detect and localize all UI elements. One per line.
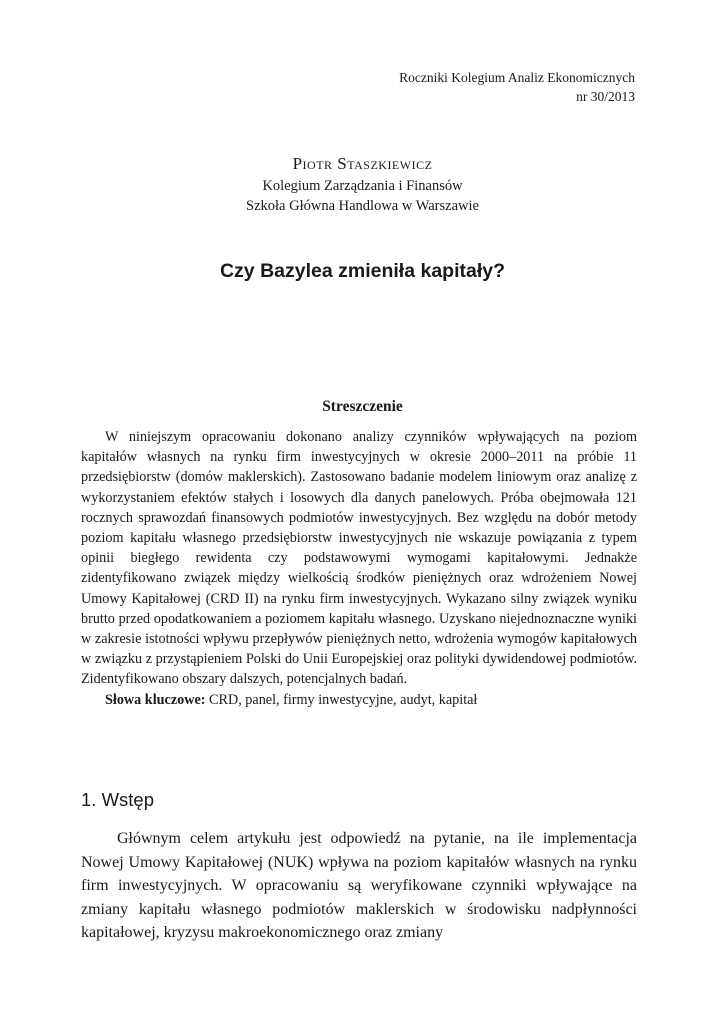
issue-number: nr 30/2013 [576, 89, 635, 104]
abstract-text: W niniejszym opracowaniu dokonano analizy czynników wpływających na poziom kapitałów własnych na rynku firm inwestycyjnych w okresie 2000–2011 na próbie 11 przedsiębiorstw (domów maklerskich). Zastosowano badanie modelem liniowym oraz analizę z wykorzystaniem efektów stałych i losowych dla danych panelowych. Próba obejmowała 121 rocznych sprawozdań finansowych podmiotów inwestycyjnych. Bez względu na dobór metody poziom kapitału własnego przedsiębiorstw inwestycyjnych nie wskazuje powiązania z typem opinii biegłego rewidenta czy podstawowymi wymogami kapitałowymi. Jednakże zidentyfikowano związek między wielkością środków pieniężnych oraz wdrożeniem Nowej Umowy Kapitałowej (CRD II) na rynku firm inwestycyjnych. Wykazano silny związek wyniku brutto przed opodatkowaniem a poziomem kapitału własnego. Uzyskano niejednoznaczne wyniki w zakresie istotności wpływu przepływów pieniężnych netto, wdrożenia wymogów kapitałowych w związku z przystąpieniem Polski do Unii Europejskiej oraz polityki dywidendowej podmiotów. Zidentyfikowano obszary dalszych, potencjalnych badań. [81, 429, 637, 688]
abstract [81, 427, 637, 710]
author-block [0, 152, 725, 216]
keywords-label: Słowa kluczowe: [105, 691, 206, 708]
affiliation-line-1: Kolegium Zarządzania i Finansów [262, 178, 463, 194]
journal-name: Roczniki Kolegium Analiz Ekonomicznych [399, 70, 635, 85]
running-head [399, 68, 635, 106]
body-paragraph: Głównym celem artykułu jest odpowiedź na pytanie, na ile implementacja Nowej Umowy Kapitałowej (NUK) wpływa na poziom kapitałów własnych na rynku firm inwestycyjnych. W opracowaniu są weryfikowane czynniki wpływające na zmiany kapitału własnego podmiotów maklerskich w środowisku nadpłynności kapitałowej, kryzysu makroekonomicznego oraz zmiany [81, 830, 637, 941]
keywords-line [81, 690, 637, 710]
affiliation-line-2: Szkoła Główna Handlowa w Warszawie [246, 198, 479, 214]
section-heading: 1. Wstęp [81, 789, 154, 810]
body-text [81, 827, 637, 945]
keywords-value: CRD, panel, firmy inwestycyjne, audyt, kapitał [209, 691, 478, 708]
article-title: Czy Bazylea zmieniła kapitały? [219, 260, 506, 282]
author-name: Piotr Staszkiewicz [292, 154, 433, 173]
abstract-heading: Streszczenie [322, 398, 403, 415]
